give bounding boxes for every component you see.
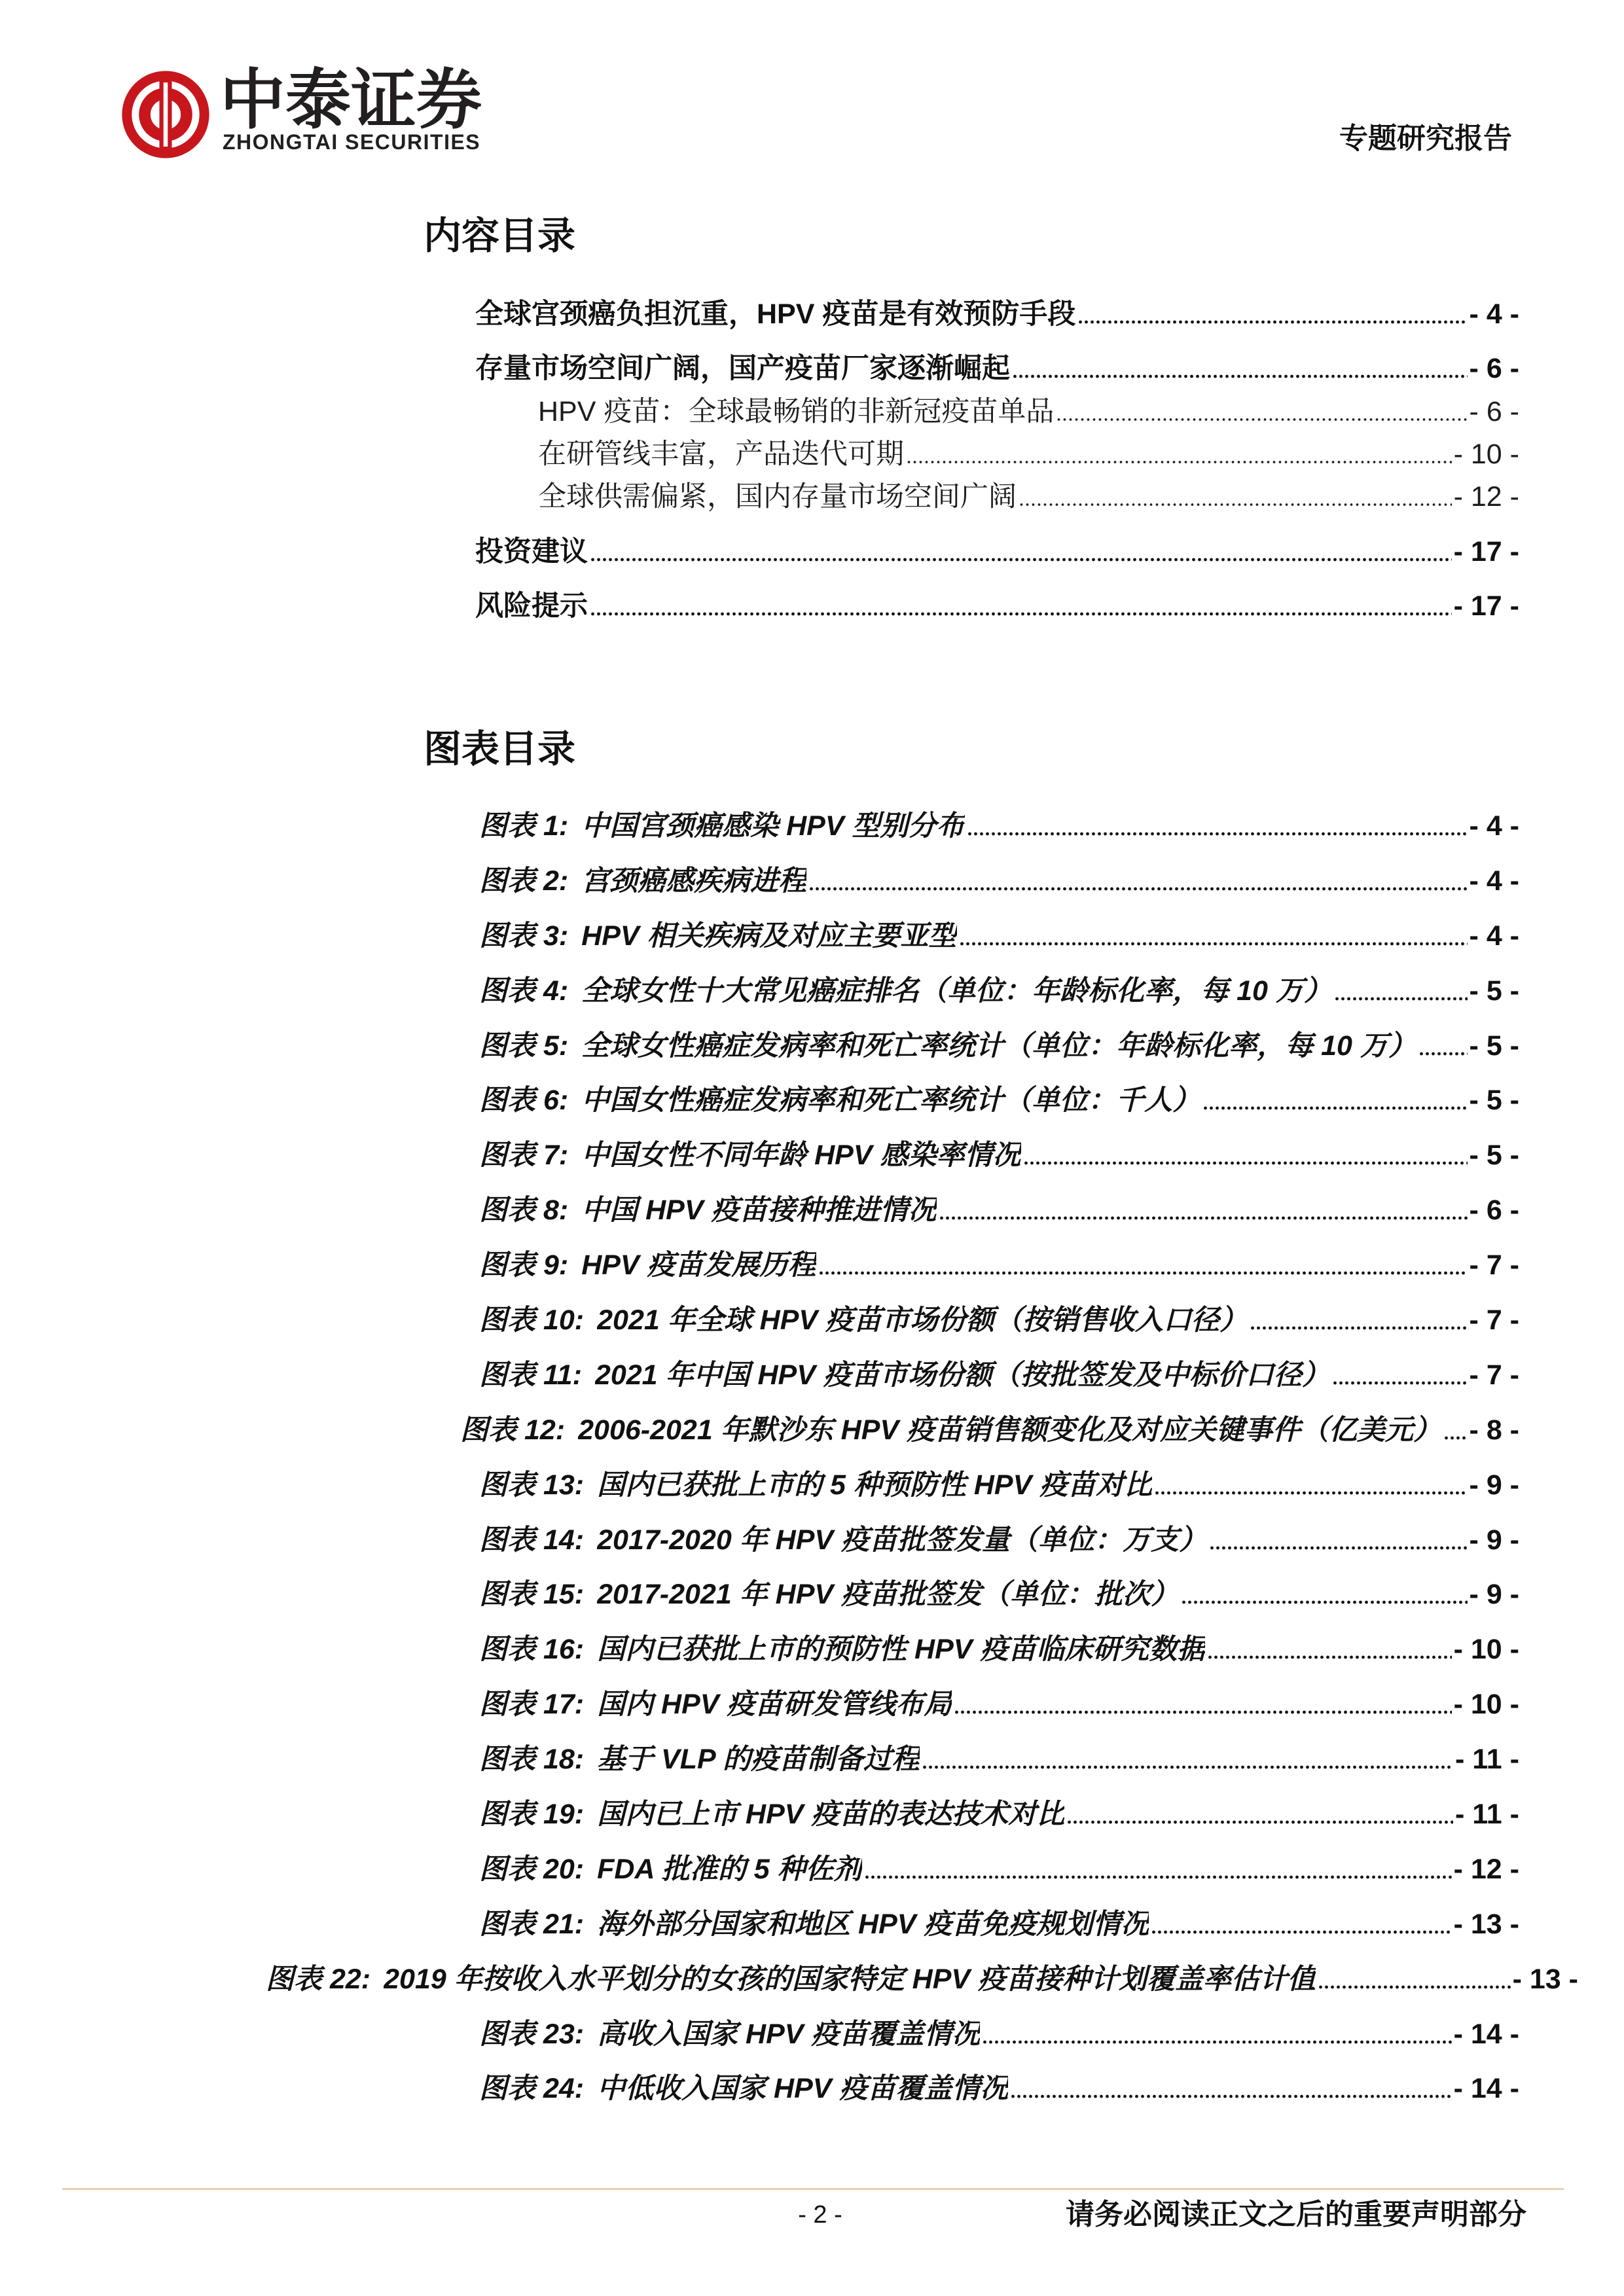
figure-page: - 4 - [1469, 810, 1519, 842]
toc-entry-title: 风险提示 [475, 590, 588, 622]
dot-leader [1154, 1491, 1467, 1495]
figure-page: - 9 - [1469, 1469, 1519, 1501]
dot-leader [1019, 503, 1452, 507]
dot-leader [1151, 1930, 1451, 1934]
figure-entry[interactable] [479, 1249, 1519, 1282]
figure-entry[interactable] [479, 2018, 1519, 2051]
dot-leader [808, 887, 1467, 891]
figure-entry[interactable] [479, 1853, 1519, 1886]
figure-title: 2019 年按收入水平划分的女孩的国家特定 HPV 疫苗接种计划覆盖率估计值 [384, 1963, 1316, 1995]
figure-label: 图表 1: [479, 810, 569, 842]
figure-page: - 10 - [1453, 1634, 1519, 1666]
figure-entry[interactable] [479, 1633, 1519, 1666]
figure-title: HPV 相关疾病及对应主要亚型 [581, 920, 957, 952]
figure-page: - 11 - [1455, 1744, 1519, 1776]
logo-name-en: ZHONGTAI SECURITIES [223, 130, 481, 154]
figure-entry[interactable] [479, 1908, 1519, 1941]
figure-page: - 12 - [1453, 1853, 1519, 1885]
toc-entry[interactable] [475, 535, 1519, 568]
figure-title: 中国宫颈癌感染 HPV 型别分布 [581, 810, 965, 842]
dot-leader [1181, 1600, 1468, 1604]
figure-title: 国内已上市 HPV 疫苗的表达技术对比 [597, 1799, 1065, 1831]
toc-subentry[interactable] [538, 395, 1519, 428]
dot-leader [1066, 1820, 1453, 1824]
figure-label: 图表 18: [479, 1744, 585, 1776]
toc-entry-title: 全球宫颈癌负担沉重，HPV 疫苗是有效预防手段 [475, 298, 1076, 330]
toc-entry[interactable] [475, 590, 1519, 622]
toc-subentry-title: 在研管线丰富，产品迭代可期 [538, 439, 904, 470]
dot-leader [1010, 2094, 1451, 2098]
figure-title: 2017-2021 年 HPV 疫苗批签发（单位：批次） [597, 1579, 1179, 1611]
toc-entry-page: - 6 - [1469, 353, 1519, 384]
figure-page: - 11 - [1455, 1799, 1519, 1831]
zhongtai-securities-logo-icon [121, 70, 210, 159]
figure-page: - 9 - [1469, 1579, 1519, 1611]
figure-entry[interactable] [479, 1688, 1519, 1721]
figures-list [0, 810, 1624, 2105]
dot-leader [818, 1271, 1468, 1275]
dot-leader [1023, 1161, 1468, 1165]
figure-entry[interactable] [479, 1084, 1519, 1117]
figure-title: 中国女性癌症发病率和死亡率统计（单位：千人） [581, 1085, 1201, 1117]
figure-entry[interactable] [479, 1359, 1519, 1391]
figure-entry[interactable] [479, 1798, 1519, 1831]
figure-entry[interactable] [479, 865, 1519, 897]
dot-leader [982, 2040, 1451, 2044]
dot-leader [1334, 997, 1468, 1001]
dot-leader [1418, 1052, 1468, 1056]
figure-title: HPV 疫苗发展历程 [581, 1249, 816, 1282]
toc-subentry-page: - 12 - [1453, 481, 1519, 512]
figure-entry[interactable] [479, 1524, 1519, 1556]
dot-leader [959, 942, 1468, 946]
figure-entry[interactable] [479, 1578, 1519, 1611]
dot-leader [939, 1216, 1468, 1220]
figure-label: 图表 4: [479, 975, 569, 1007]
dot-leader [922, 1765, 1453, 1769]
figure-label: 图表 14: [479, 1524, 585, 1556]
figure-title: 2006-2021 年默沙东 HPV 疫苗销售额变化及对应关键事件（亿美元） [578, 1414, 1441, 1446]
figure-entry[interactable] [460, 1414, 1519, 1446]
figure-label: 图表 3: [479, 920, 569, 952]
figure-label: 图表 2: [479, 865, 569, 897]
disclaimer-note: 请务必阅读正文之后的重要声明部分 [1066, 2198, 1526, 2231]
figure-label: 图表 9: [479, 1249, 569, 1282]
figure-entry[interactable] [479, 920, 1519, 952]
toc-subentry-page: - 10 - [1453, 439, 1519, 470]
page-number: - 2 - [798, 2201, 842, 2229]
figure-page: - 14 - [1453, 2073, 1519, 2105]
figure-page: - 7 - [1469, 1249, 1519, 1282]
dot-leader [864, 1875, 1452, 1879]
dot-leader [954, 1710, 1451, 1714]
dot-leader [1056, 418, 1467, 422]
figure-label: 图表 19: [479, 1799, 585, 1831]
figure-entry[interactable] [479, 810, 1519, 842]
figure-title: 全球女性十大常见癌症排名（单位：年龄标化率，每 10 万） [581, 975, 1332, 1007]
figure-label: 图表 23: [479, 2018, 585, 2050]
figure-label: 图表 11: [479, 1359, 582, 1391]
toc-subentry-page: - 6 - [1469, 396, 1519, 427]
figure-title: FDA 批准的 5 种佐剂 [597, 1853, 862, 1885]
figure-page: - 5 - [1469, 1030, 1519, 1062]
figure-page: - 8 - [1469, 1414, 1519, 1446]
dot-leader [1209, 1546, 1468, 1550]
figure-title: 2017-2020 年 HPV 疫苗批签发量（单位：万支） [597, 1524, 1207, 1556]
figure-label: 图表 8: [479, 1194, 569, 1227]
figure-label: 图表 22: [266, 1963, 371, 1995]
dot-leader [1077, 320, 1467, 324]
figure-label: 图表 17: [479, 1689, 585, 1721]
figure-label: 图表 12: [460, 1414, 566, 1446]
logo-name-cn: 中泰证券 [220, 63, 482, 137]
footer-divider [62, 2188, 1564, 2190]
dot-leader [1202, 1106, 1467, 1110]
figure-page: - 5 - [1469, 975, 1519, 1007]
figure-label: 图表 5: [479, 1030, 569, 1062]
toc-entry-title: 投资建议 [475, 536, 588, 567]
dot-leader [906, 460, 1452, 464]
figure-page: - 4 - [1469, 920, 1519, 952]
figure-title: 国内已获批上市的预防性 HPV 疫苗临床研究数据 [597, 1634, 1206, 1666]
figure-page: - 7 - [1469, 1304, 1519, 1336]
contents-list [0, 298, 1624, 622]
figure-entry[interactable] [479, 1469, 1519, 1501]
figure-page: - 10 - [1453, 1689, 1519, 1721]
dot-leader [1332, 1381, 1468, 1385]
figure-entry[interactable] [479, 975, 1519, 1007]
figure-page: - 4 - [1469, 865, 1519, 897]
figure-title: 国内已获批上市的 5 种预防性 HPV 疫苗对比 [597, 1469, 1153, 1501]
figure-page: - 9 - [1469, 1524, 1519, 1556]
toc-entry-page: - 17 - [1453, 536, 1519, 567]
figure-entry[interactable] [479, 2072, 1519, 2105]
figure-title: 中国 HPV 疫苗接种推进情况 [581, 1194, 937, 1227]
figures-heading: 图表目录 [424, 728, 576, 770]
figure-page: - 6 - [1469, 1194, 1519, 1227]
figure-label: 图表 15: [479, 1579, 585, 1611]
toc-entry[interactable] [475, 298, 1519, 331]
dot-leader [967, 832, 1468, 836]
figure-title: 国内 HPV 疫苗研发管线布局 [597, 1689, 952, 1721]
figure-title: 高收入国家 HPV 疫苗覆盖情况 [597, 2018, 981, 2050]
figure-entry[interactable] [479, 1139, 1519, 1172]
figure-title: 2021 年全球 HPV 疫苗市场份额（按销售收入口径） [597, 1304, 1248, 1336]
figure-label: 图表 10: [479, 1304, 585, 1336]
figure-page: - 13 - [1453, 1908, 1519, 1940]
figure-entry[interactable] [479, 1030, 1519, 1062]
figure-entry[interactable] [479, 1743, 1519, 1776]
figure-page: - 5 - [1469, 1085, 1519, 1117]
dot-leader [590, 612, 1452, 616]
dot-leader [1443, 1436, 1468, 1440]
figure-entry[interactable] [479, 1304, 1519, 1336]
figure-label: 图表 7: [479, 1139, 569, 1172]
figure-title: 中低收入国家 HPV 疫苗覆盖情况 [597, 2073, 1009, 2105]
toc-subentry-title: HPV 疫苗：全球最畅销的非新冠疫苗单品 [538, 396, 1055, 427]
toc-subentry-title: 全球供需偏紧，国内存量市场空间广阔 [538, 481, 1017, 512]
figure-page: - 7 - [1469, 1359, 1519, 1391]
dot-leader [1207, 1655, 1451, 1659]
toc-entry-page: - 4 - [1469, 298, 1519, 330]
figure-title: 宫颈癌感疾病进程 [581, 865, 807, 897]
figure-title: 2021 年中国 HPV 疫苗市场份额（按批签发及中标价口径） [594, 1359, 1330, 1391]
toc-subentry[interactable] [538, 480, 1519, 513]
toc-entry-title: 存量市场空间广阔，国产疫苗厂家逐渐崛起 [475, 353, 1010, 384]
dot-leader [590, 558, 1452, 562]
dot-leader [1012, 374, 1468, 378]
figure-title: 海外部分国家和地区 HPV 疫苗免疫规划情况 [597, 1908, 1149, 1940]
toc-subentry[interactable] [538, 438, 1519, 471]
figure-label: 图表 20: [479, 1853, 585, 1885]
figure-label: 图表 21: [479, 1908, 585, 1940]
figure-entry[interactable] [479, 1194, 1519, 1227]
figure-entry[interactable] [266, 1963, 1578, 1996]
dot-leader [1318, 1985, 1511, 1989]
toc-entry-page: - 17 - [1453, 590, 1519, 622]
toc-entry[interactable] [475, 352, 1519, 385]
figure-page: - 14 - [1453, 2018, 1519, 2050]
figure-page: - 13 - [1512, 1963, 1578, 1995]
figure-label: 图表 13: [479, 1469, 585, 1501]
figure-title: 全球女性癌症发病率和死亡率统计（单位：年龄标化率，每 10 万） [581, 1030, 1416, 1062]
contents-heading: 内容目录 [424, 215, 576, 257]
dot-leader [1250, 1326, 1468, 1330]
figure-label: 图表 24: [479, 2073, 585, 2105]
figure-title: 基于 VLP 的疫苗制备过程 [597, 1744, 920, 1776]
report-type-label: 专题研究报告 [1339, 122, 1512, 154]
figure-label: 图表 16: [479, 1634, 585, 1666]
figure-label: 图表 6: [479, 1085, 569, 1117]
figure-page: - 5 - [1469, 1139, 1519, 1172]
figure-title: 中国女性不同年龄 HPV 感染率情况 [581, 1139, 1021, 1172]
